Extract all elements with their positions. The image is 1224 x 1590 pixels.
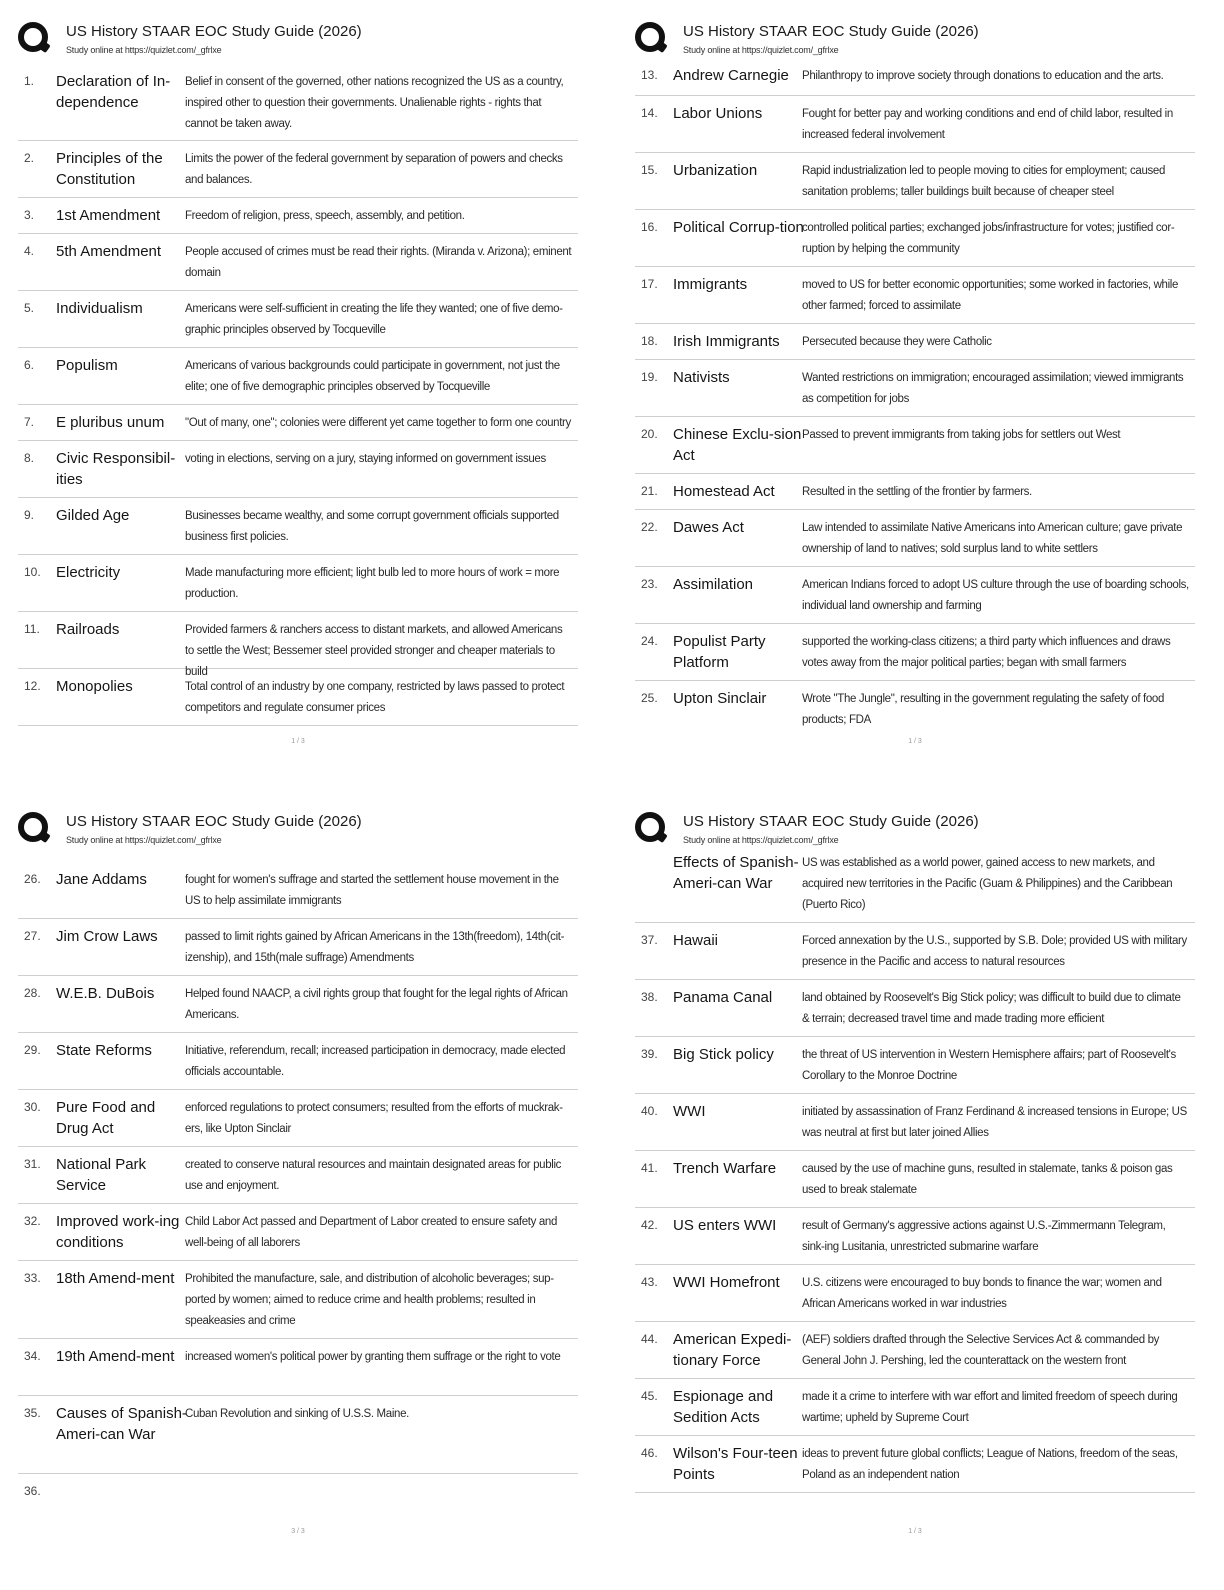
term-row (18, 862, 578, 919)
term-name: Wilson's Four-teen Points (673, 1445, 798, 1483)
term-number: 34. (24, 1349, 41, 1363)
term-row (635, 474, 1195, 510)
term-number: 10. (24, 565, 41, 579)
term-row (18, 64, 578, 141)
term-number: 17. (641, 277, 658, 291)
term-number: 7. (24, 415, 35, 429)
term-definition: moved to US for better economic opportunities; some worked in factories, while other farmed; forced to assimilate (802, 279, 1179, 312)
term-row (18, 669, 578, 726)
page-number: 1 / 3 (908, 738, 922, 745)
term-number: 22. (641, 520, 658, 534)
term-number: 40. (641, 1104, 658, 1118)
term-row (635, 510, 1195, 567)
term-name: American Expedi-tionary Force (673, 1331, 792, 1369)
term-row (18, 919, 578, 976)
term-row (18, 612, 578, 678)
term-definition: caused by the use of machine guns, resulted in stalemate, tanks & poison gas used to break stalemate (802, 1163, 1173, 1196)
quizlet-logo (635, 22, 665, 52)
term-number: 44. (641, 1332, 658, 1346)
term-number: 11. (24, 622, 40, 636)
term-row (635, 567, 1195, 624)
term-row (18, 1261, 578, 1339)
term-number: 26. (24, 872, 41, 886)
term-list (635, 848, 1195, 1493)
term-number: 30. (24, 1100, 41, 1114)
page-subtitle: Study online at https://quizlet.com/_gfrlxe (683, 45, 839, 55)
term-row (635, 96, 1195, 153)
page-subtitle: Study online at https://quizlet.com/_gfrlxe (66, 45, 222, 55)
term-name: Hawaii (673, 932, 719, 949)
term-row (635, 1151, 1195, 1208)
term-definition: initiated by assassination of Franz Ferdinand & increased tensions in Europe; US was neutral at first but later joined Allies (802, 1106, 1187, 1139)
term-number: 37. (641, 933, 658, 947)
term-number: 21. (641, 484, 658, 498)
term-row (635, 267, 1195, 324)
term-number: 23. (641, 577, 658, 591)
term-row (635, 324, 1195, 360)
term-name: Effects of Spanish-Ameri-can War (673, 854, 799, 892)
term-number: 18. (641, 334, 658, 348)
term-name: Upton Sinclair (673, 690, 767, 707)
term-number: 29. (24, 1043, 41, 1057)
term-number: 31. (24, 1157, 41, 1171)
term-definition: passed to limit rights gained by African Americans in the 13th(freedom), 14th(cit-izenship), and 15th(male suffrage) Amendments (185, 931, 565, 964)
term-list (18, 64, 578, 726)
term-definition: Limits the power of the federal government by separation of powers and checks and balances. (185, 153, 563, 186)
term-name: Panama Canal (673, 989, 773, 1006)
term-name: WWI Homefront (673, 1274, 780, 1291)
term-number: 39. (641, 1047, 658, 1061)
term-number: 15. (641, 163, 658, 177)
term-row (635, 210, 1195, 267)
term-row (635, 1265, 1195, 1322)
term-name: Populist Party Platform (673, 633, 766, 671)
term-number: 27. (24, 929, 41, 943)
term-definition: Fought for better pay and working conditions and end of child labor, resulted in increased federal involvement (802, 108, 1173, 141)
term-row (635, 980, 1195, 1037)
term-name: 1st Amendment (56, 207, 161, 224)
page-header (18, 810, 578, 850)
term-number: 46. (641, 1446, 658, 1460)
page-title: US History STAAR EOC Study Guide (2026) (683, 813, 979, 830)
term-row (635, 1208, 1195, 1265)
term-row (635, 1037, 1195, 1094)
term-definition: Forced annexation by the U.S., supported by S.B. Dole; provided US with military presence in the Pacific and access to natural resources (802, 935, 1187, 968)
term-row (18, 1147, 578, 1204)
term-row (18, 1033, 578, 1090)
term-name: Jane Addams (56, 871, 147, 888)
term-row (18, 555, 578, 612)
term-definition: Rapid industrialization led to people moving to cities for employment; caused sanitation problems; taller buildings built because of cheaper steel (802, 165, 1165, 198)
term-number: 6. (24, 358, 35, 372)
term-name: Irish Immigrants (673, 333, 780, 350)
term-name: Individualism (56, 300, 143, 317)
page-header (18, 20, 578, 60)
term-name: Espionage and Sedition Acts (673, 1388, 774, 1426)
term-definition: Law intended to assimilate Native Americans into American culture; gave private ownership of land to natives; sold surplus land to white settlers (802, 522, 1183, 555)
term-name: Dawes Act (673, 519, 744, 536)
term-definition: land obtained by Roosevelt's Big Stick policy; was difficult to build due to climate & terrain; decreased travel time and made trading more efficient (802, 992, 1181, 1025)
term-number: 35. (24, 1406, 41, 1420)
term-number: 42. (641, 1218, 658, 1232)
page-subtitle: Study online at https://quizlet.com/_gfrlxe (683, 835, 839, 845)
term-definition: Americans of various backgrounds could participate in government, not just the elite; one of five demographic principles observed by Tocqueville (185, 360, 560, 393)
term-row (18, 498, 578, 555)
term-number: 19. (641, 370, 658, 384)
term-definition: Initiative, referendum, recall; increased participation in democracy, made elected officials accountable. (185, 1045, 566, 1078)
term-name: W.E.B. DuBois (56, 985, 155, 1002)
term-number: 24. (641, 634, 658, 648)
term-definition: Passed to prevent immigrants from taking jobs for settlers out West (802, 429, 1121, 441)
term-row (18, 198, 578, 234)
term-number: 25. (641, 691, 658, 705)
term-name: Jim Crow Laws (56, 928, 158, 945)
term-name: Causes of Spanish-Ameri-can War (56, 1405, 187, 1443)
term-row (635, 1379, 1195, 1436)
term-definition: the threat of US intervention in Western Hemisphere affairs; part of Roosevelt's Corollary to the Monroe Doctrine (802, 1049, 1176, 1082)
term-definition: People accused of crimes must be read their rights. (Miranda v. Arizona); eminent domain (185, 246, 572, 279)
term-number: 9. (24, 508, 35, 522)
term-definition: supported the working-class citizens; a third party which influences and draws votes away from the major political parties; began with small farmers (802, 636, 1171, 669)
term-number: 20. (641, 427, 658, 441)
term-name: Andrew Carnegie (673, 67, 789, 84)
term-definition: voting in elections, serving on a jury, staying informed on government issues (185, 453, 546, 465)
term-definition: Philanthropy to improve society through donations to education and the arts. (802, 70, 1164, 82)
term-name: Homestead Act (673, 483, 775, 500)
term-name: Gilded Age (56, 507, 130, 524)
term-row (635, 1322, 1195, 1379)
term-number: 16. (641, 220, 658, 234)
term-list (18, 862, 578, 1514)
quizlet-logo (18, 22, 48, 52)
term-number: 28. (24, 986, 41, 1000)
document-page-3 (18, 810, 578, 1590)
term-definition: Total control of an industry by one company, restricted by laws passed to protect competitors and regulate consumer prices (185, 681, 565, 714)
term-definition: Cuban Revolution and sinking of U.S.S. Maine. (185, 1408, 409, 1420)
term-name: Labor Unions (673, 105, 763, 122)
term-number: 2. (24, 151, 35, 165)
term-definition: ideas to prevent future global conflicts; League of Nations, freedom of the seas, Poland as an independent nation (802, 1448, 1178, 1481)
term-name: Improved work-ing conditions (56, 1213, 180, 1251)
term-number: 32. (24, 1214, 41, 1228)
term-row (18, 1204, 578, 1261)
term-definition: Helped found NAACP, a civil rights group that fought for the legal rights of African Americans. (185, 988, 568, 1021)
page-number: 1 / 3 (291, 738, 305, 745)
term-number: 45. (641, 1389, 658, 1403)
term-definition: Persecuted because they were Catholic (802, 336, 992, 348)
term-row (635, 1094, 1195, 1151)
term-number: 8. (24, 451, 35, 465)
term-definition: created to conserve natural resources and maintain designated areas for public use and enjoyment. (185, 1159, 562, 1192)
term-row (635, 58, 1195, 96)
term-definition: Businesses became wealthy, and some corrupt government officials supported business first policies. (185, 510, 559, 543)
term-number: 38. (641, 990, 658, 1004)
page-title: US History STAAR EOC Study Guide (2026) (66, 23, 362, 40)
term-name: Political Corrup-tion (673, 219, 804, 236)
term-number: 4. (24, 244, 35, 258)
term-name: US enters WWI (673, 1217, 777, 1234)
term-name: Chinese Exclu-sion Act (673, 426, 802, 464)
term-number: 41. (641, 1161, 658, 1175)
term-definition: controlled political parties; exchanged jobs/infrastructure for votes; justified cor-ruption by helping the community (802, 222, 1175, 255)
term-row (635, 923, 1195, 980)
term-row (18, 234, 578, 291)
term-definition: fought for women's suffrage and started the settlement house movement in the US to help assimilate immigrants (185, 874, 559, 907)
term-definition: made it a crime to interfere with war effort and limited freedom of speech during wartime; upheld by Supreme Court (802, 1391, 1178, 1424)
term-number: 33. (24, 1271, 41, 1285)
term-definition: Americans were self-sufficient in creating the life they wanted; one of five demo-graphic principles observed by Tocqueville (185, 303, 563, 336)
term-name: Populism (56, 357, 118, 374)
term-row (18, 976, 578, 1033)
term-name: 5th Amendment (56, 243, 162, 260)
document-page-1 (18, 20, 578, 800)
term-definition: U.S. citizens were encouraged to buy bonds to finance the war; women and African Americans worked in war industries (802, 1277, 1162, 1310)
term-name: Trench Warfare (673, 1160, 777, 1177)
term-definition: Resulted in the settling of the frontier by farmers. (802, 486, 1032, 498)
term-definition: Child Labor Act passed and Department of Labor created to ensure safety and well-being of all laborers (185, 1216, 558, 1249)
term-name: Electricity (56, 564, 121, 581)
term-name: Monopolies (56, 678, 133, 695)
term-name: Assimilation (673, 576, 754, 593)
term-name: Railroads (56, 621, 120, 638)
term-name: WWI (673, 1103, 706, 1120)
term-definition: Prohibited the manufacture, sale, and distribution of alcoholic beverages; sup-ported by women; aimed to reduce crime and health problems; resulted in speakeasies and crime (185, 1273, 554, 1327)
term-definition: Freedom of religion, press, speech, assembly, and petition. (185, 210, 465, 222)
term-row (635, 417, 1195, 474)
term-number: 5. (24, 301, 35, 315)
term-definition: Belief in consent of the governed, other nations recognized the US as a country, inspired other to question their governments. Unalienable rights - rights that cannot be taken away. (185, 76, 564, 130)
term-name: 19th Amend-ment (56, 1348, 175, 1365)
term-row (635, 360, 1195, 417)
term-definition: Provided farmers & ranchers access to distant markets, and allowed Americans to settle the West; Bessemer steel provided stronger and cheaper materials to build (185, 624, 563, 678)
page-number: 3 / 3 (291, 1528, 305, 1535)
page-title: US History STAAR EOC Study Guide (2026) (683, 23, 979, 40)
term-number: 12. (24, 679, 41, 693)
term-row (18, 1090, 578, 1147)
term-name: State Reforms (56, 1042, 152, 1059)
term-definition: Wrote "The Jungle", resulting in the government regulating the safety of food products; FDA (802, 693, 1165, 726)
quizlet-logo (18, 812, 48, 842)
term-row (18, 1396, 578, 1474)
term-name: E pluribus unum (56, 414, 165, 431)
term-row (18, 141, 578, 198)
term-definition: "Out of many, one"; colonies were different yet came together to form one country (185, 417, 571, 429)
term-definition: American Indians forced to adopt US culture through the use of boarding schools, individual land ownership and farming (802, 579, 1189, 612)
term-row (635, 1436, 1195, 1493)
term-row (635, 681, 1195, 738)
page-number: 1 / 3 (908, 1528, 922, 1535)
term-row (635, 848, 1195, 923)
page-header (635, 20, 1195, 60)
term-definition: Wanted restrictions on immigration; encouraged assimilation; viewed immigrants as competition for jobs (802, 372, 1184, 405)
term-row (18, 291, 578, 348)
term-name: Immigrants (673, 276, 748, 293)
document-page-4 (635, 810, 1195, 1590)
term-row (635, 624, 1195, 681)
term-name: Urbanization (673, 162, 758, 179)
term-definition: result of Germany's aggressive actions against U.S.-Zimmermann Telegram, sink-ing Lusitania, unrestricted submarine warfare (802, 1220, 1166, 1253)
term-name: Nativists (673, 369, 730, 386)
term-name: Principles of the Constitution (56, 150, 163, 188)
term-name: Civic Responsibil-ities (56, 450, 176, 488)
term-row (18, 1339, 578, 1396)
page-header (635, 810, 1195, 850)
term-number: 43. (641, 1275, 658, 1289)
term-number: 1. (24, 74, 35, 88)
term-number: 13. (641, 68, 658, 82)
page-title: US History STAAR EOC Study Guide (2026) (66, 813, 362, 830)
term-name: Pure Food and Drug Act (56, 1099, 156, 1137)
term-definition: increased women's political power by granting them suffrage or the right to vote (185, 1351, 561, 1363)
page-subtitle: Study online at https://quizlet.com/_gfrlxe (66, 835, 222, 845)
term-definition: (AEF) soldiers drafted through the Selective Services Act & commanded by General John J. Pershing, led the counterattack on the western front (802, 1334, 1160, 1367)
term-list (635, 58, 1195, 738)
term-name: 18th Amend-ment (56, 1270, 175, 1287)
term-row (18, 348, 578, 405)
document-page-2 (635, 20, 1195, 800)
term-definition: Made manufacturing more efficient; light bulb led to more hours of work = more production. (185, 567, 560, 600)
term-row (635, 153, 1195, 210)
term-number: 3. (24, 208, 35, 222)
quizlet-logo (635, 812, 665, 842)
term-name: Declaration of In-dependence (56, 73, 171, 111)
term-number: 14. (641, 106, 658, 120)
term-row (18, 405, 578, 441)
term-number: 36. (24, 1484, 41, 1498)
term-definition: enforced regulations to protect consumers; resulted from the efforts of muckrak-ers, like Upton Sinclair (185, 1102, 563, 1135)
term-definition: US was established as a world power, gained access to new markets, and acquired new territories in the Pacific (Guam & Philippines) and the Caribbean (Puerto Rico) (802, 857, 1173, 911)
term-row (18, 1474, 578, 1514)
term-row (18, 441, 578, 498)
term-name: Big Stick policy (673, 1046, 774, 1063)
term-name: National Park Service (56, 1156, 147, 1194)
